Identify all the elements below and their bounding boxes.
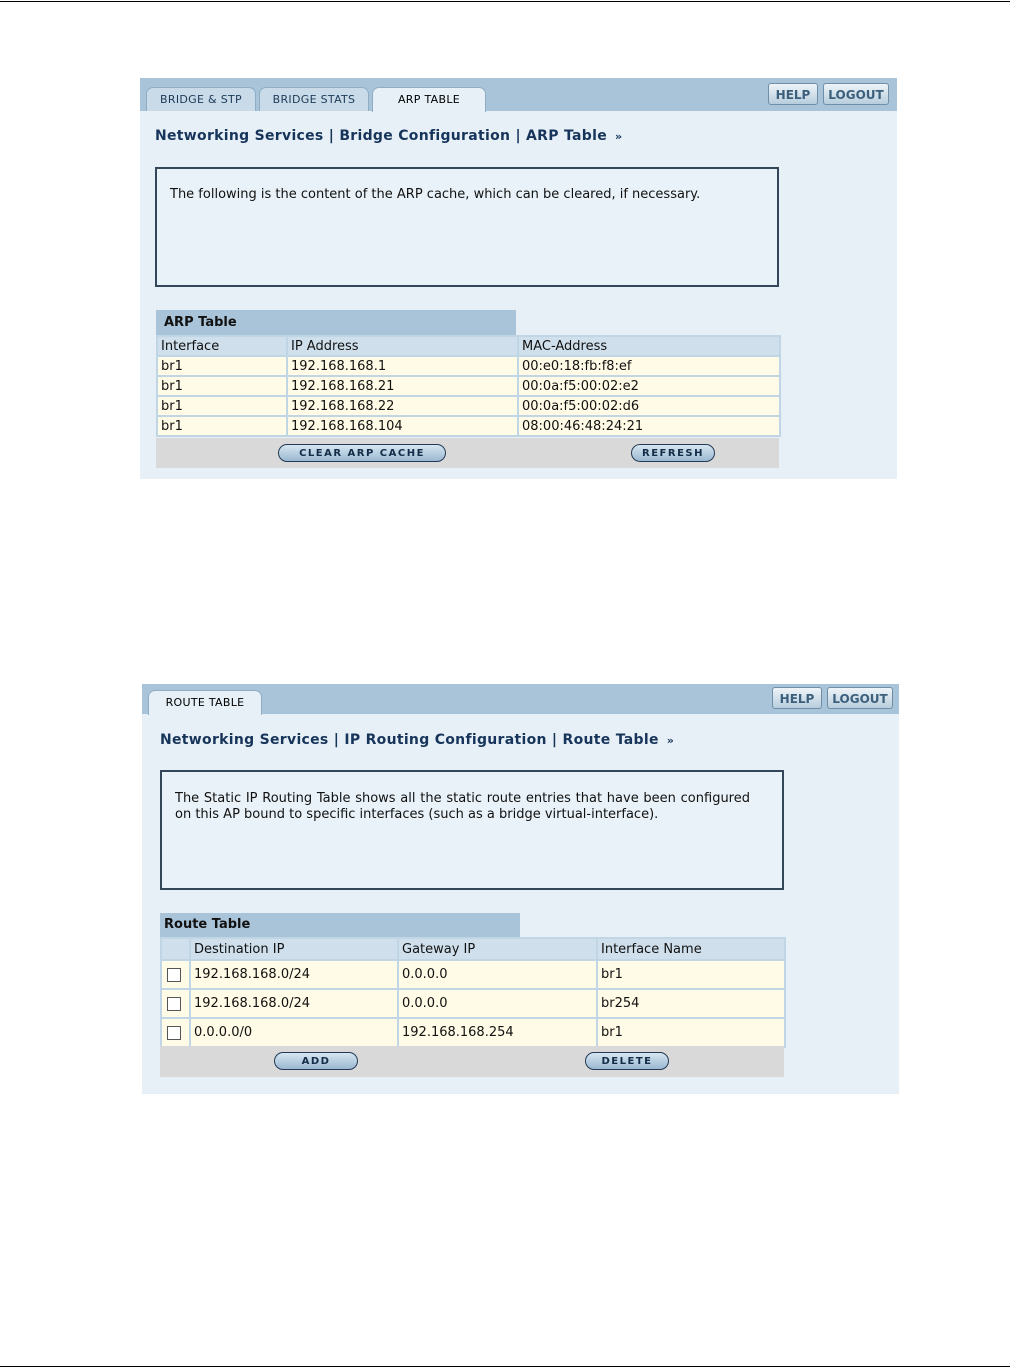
table-cell: 192.168.168.22	[287, 396, 518, 416]
row-checkbox[interactable]	[167, 1026, 181, 1040]
page-top-rule	[0, 1, 1010, 2]
row-select-cell	[161, 960, 190, 989]
table-cell: 0.0.0.0/0	[190, 1018, 398, 1047]
clear-arp-cache-button[interactable]: CLEAR ARP CACHE	[278, 444, 446, 462]
description-text: The Static IP Routing Table shows all the static route entries that have been configured on this AP bound to specific interfaces (such as a bridge virtual-interface).	[175, 791, 750, 822]
table-cell: br1	[157, 356, 287, 376]
table-title: ARP Table	[156, 310, 516, 335]
breadcrumb	[160, 732, 674, 748]
route-table	[160, 937, 786, 1048]
button-bar	[156, 438, 779, 468]
table-row	[157, 376, 780, 396]
add-button[interactable]: ADD	[274, 1052, 358, 1070]
table-row	[157, 416, 780, 436]
table-row	[161, 989, 785, 1018]
refresh-button[interactable]: REFRESH	[631, 444, 715, 462]
tab-bridge-stp[interactable]: BRIDGE & STP	[146, 87, 256, 111]
arp-table	[156, 335, 781, 437]
table-cell: br1	[157, 376, 287, 396]
column-header: Gateway IP	[398, 938, 597, 960]
table-cell: 08:00:46:48:24:21	[518, 416, 780, 436]
column-header: Destination IP	[190, 938, 398, 960]
row-checkbox[interactable]	[167, 968, 181, 982]
button-bar	[160, 1046, 784, 1077]
table-cell: br254	[597, 989, 785, 1018]
tab-bar	[142, 684, 899, 714]
table-cell: 00:0a:f5:00:02:d6	[518, 396, 780, 416]
row-select-cell	[161, 989, 190, 1018]
column-header: MAC-Address	[518, 336, 780, 356]
table-row	[157, 396, 780, 416]
double-chevron-right-icon: »	[615, 130, 623, 143]
description-box	[155, 167, 779, 287]
select-column-header	[161, 938, 190, 960]
help-button[interactable]: HELP	[768, 83, 818, 105]
delete-button[interactable]: DELETE	[585, 1052, 669, 1070]
table-cell: br1	[157, 396, 287, 416]
table-cell: br1	[597, 1018, 785, 1047]
table-cell: 00:0a:f5:00:02:e2	[518, 376, 780, 396]
column-header: Interface	[157, 336, 287, 356]
row-select-cell	[161, 1018, 190, 1047]
tab-route-table[interactable]: ROUTE TABLE	[148, 690, 262, 715]
tab-bridge-stats[interactable]: BRIDGE STATS	[259, 87, 369, 111]
table-cell: 192.168.168.1	[287, 356, 518, 376]
help-button[interactable]: HELP	[772, 687, 822, 709]
breadcrumb-text: Networking Services | IP Routing Configuration | Route Table	[160, 732, 659, 748]
table-cell: 192.168.168.0/24	[190, 960, 398, 989]
breadcrumb	[155, 128, 622, 144]
column-header: Interface Name	[597, 938, 785, 960]
table-cell: 00:e0:18:fb:f8:ef	[518, 356, 780, 376]
table-cell: br1	[597, 960, 785, 989]
table-title: Route Table	[160, 913, 520, 937]
table-row	[157, 356, 780, 376]
tab-arp-table[interactable]: ARP TABLE	[372, 87, 486, 112]
column-header: IP Address	[287, 336, 518, 356]
table-cell: 0.0.0.0	[398, 989, 597, 1018]
row-checkbox[interactable]	[167, 997, 181, 1011]
table-cell: 0.0.0.0	[398, 960, 597, 989]
table-cell: 192.168.168.254	[398, 1018, 597, 1047]
table-cell: 192.168.168.0/24	[190, 989, 398, 1018]
logout-button[interactable]: LOGOUT	[827, 687, 893, 709]
table-cell: br1	[157, 416, 287, 436]
table-row	[161, 960, 785, 989]
breadcrumb-text: Networking Services | Bridge Configuration | ARP Table	[155, 128, 607, 144]
description-text: The following is the content of the ARP cache, which can be cleared, if necessary.	[170, 187, 701, 202]
table-row	[161, 1018, 785, 1047]
page-bottom-rule	[0, 1366, 1010, 1367]
table-cell: 192.168.168.104	[287, 416, 518, 436]
table-cell: 192.168.168.21	[287, 376, 518, 396]
logout-button[interactable]: LOGOUT	[823, 83, 889, 105]
tab-bar	[140, 78, 897, 111]
double-chevron-right-icon: »	[666, 734, 675, 747]
arp-table-screen	[140, 78, 897, 479]
route-table-screen	[142, 684, 899, 1094]
description-box	[160, 770, 784, 890]
